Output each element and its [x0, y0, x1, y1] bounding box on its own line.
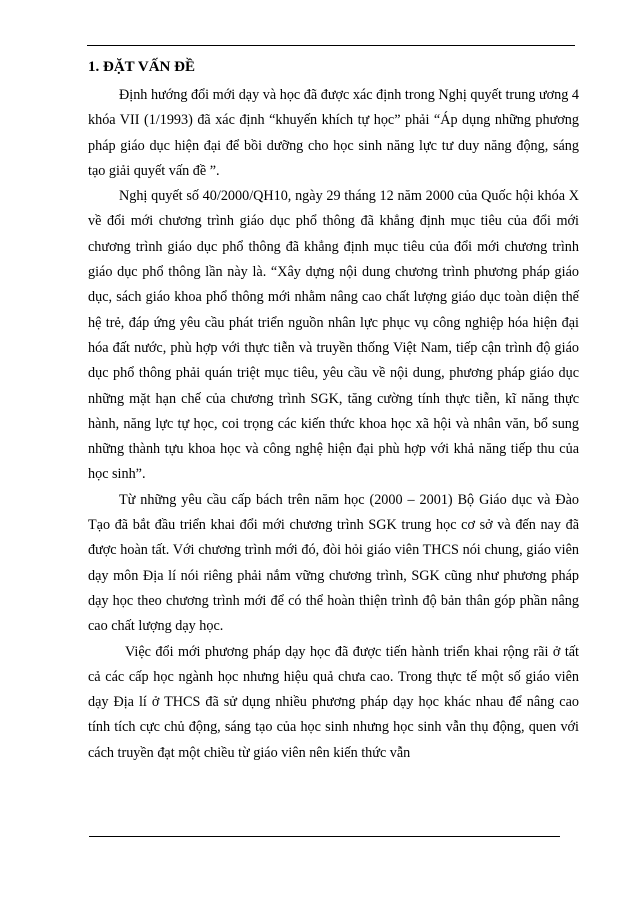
section-heading: 1. ĐẶT VẤN ĐỀ — [88, 59, 195, 75]
paragraph-3: Từ những yêu cầu cấp bách trên năm học (2000 – 2001) Bộ Giáo dục và Đào Tạo đã bắt đầu triển khai đổi mới chương trình SGK trung học cơ sở và đến nay đã được hoàn tất. Với chương trình mới đó, đòi hỏi giáo viên THCS nói chung, giáo viên dạy môn Địa lí nói riêng phải nắm vững chương trình, SGK cũng như phương pháp dạy học theo chương trình mới để có thể hoàn thiện trình độ bản thân góp phần nâng cao chất lượng dạy học. — [88, 491, 579, 635]
paragraph-2: Nghị quyết số 40/2000/QH10, ngày 29 tháng 12 năm 2000 của Quốc hội khóa X về đổi mới chương trình giáo dục phổ thông đã khẳng định mục tiêu của đổi mới chương trình giáo dục phổ thông đã khẳng định mục tiêu của đổi mới chương trình giáo dục phổ thông lần này là. “Xây dựng nội dung chương trình phương pháp giáo dục, sách giáo khoa phổ thông mới nhằm nâng cao chất lượng giáo dục toàn diện thế hệ trẻ, đáp ứng yêu cầu phát triển nguồn nhân lực phục vụ công nghiệp hóa hiện đại hóa đất nước, phù hợp với thực tiễn và truyền thống Việt Nam, tiếp cận trình độ giáo dục phổ thông phải quán triệt mục tiêu, yêu cầu về nội dung, phương pháp giáo dục những mặt hạn chế của chương trình SGK, tăng cường tính thực tiễn, kĩ năng thực hành, năng lực tự học, coi trọng các kiến thức khoa học xã hội và nhân văn, bổ sung những thành tựu khoa học và công nghệ hiện đại phù hợp với khả năng tiếp thu của học sinh”. — [88, 188, 579, 483]
paragraph-4: Việc đổi mới phương pháp dạy học đã được tiến hành triển khai rộng rãi ở tất cả các cấp học ngành học nhưng hiệu quả chưa cao. Trong thực tế một số giáo viên dạy Địa lí ở THCS đã sử dụng nhiều phương pháp dạy học khác nhau để nâng cao tính tích cực chủ động, sáng tạo của học sinh nhưng học sinh vẫn thụ động, quen với cách truyền đạt một chiều từ giáo viên nên kiến thức vẫn — [88, 643, 579, 761]
paragraph-1: Định hướng đổi mới dạy và học đã được xác định trong Nghị quyết trung ương 4 khóa VII (1/1993) đã xác định “khuyến khích tự học” phải “Áp dụng những phương pháp giáo dục hiện đại để bồi dưỡng cho học sinh năng lực tư duy năng động, sáng tạo giải quyết vấn đề ”. — [88, 87, 579, 179]
document-body — [88, 57, 579, 766]
header-rule — [87, 45, 575, 46]
footer-rule — [89, 836, 560, 837]
